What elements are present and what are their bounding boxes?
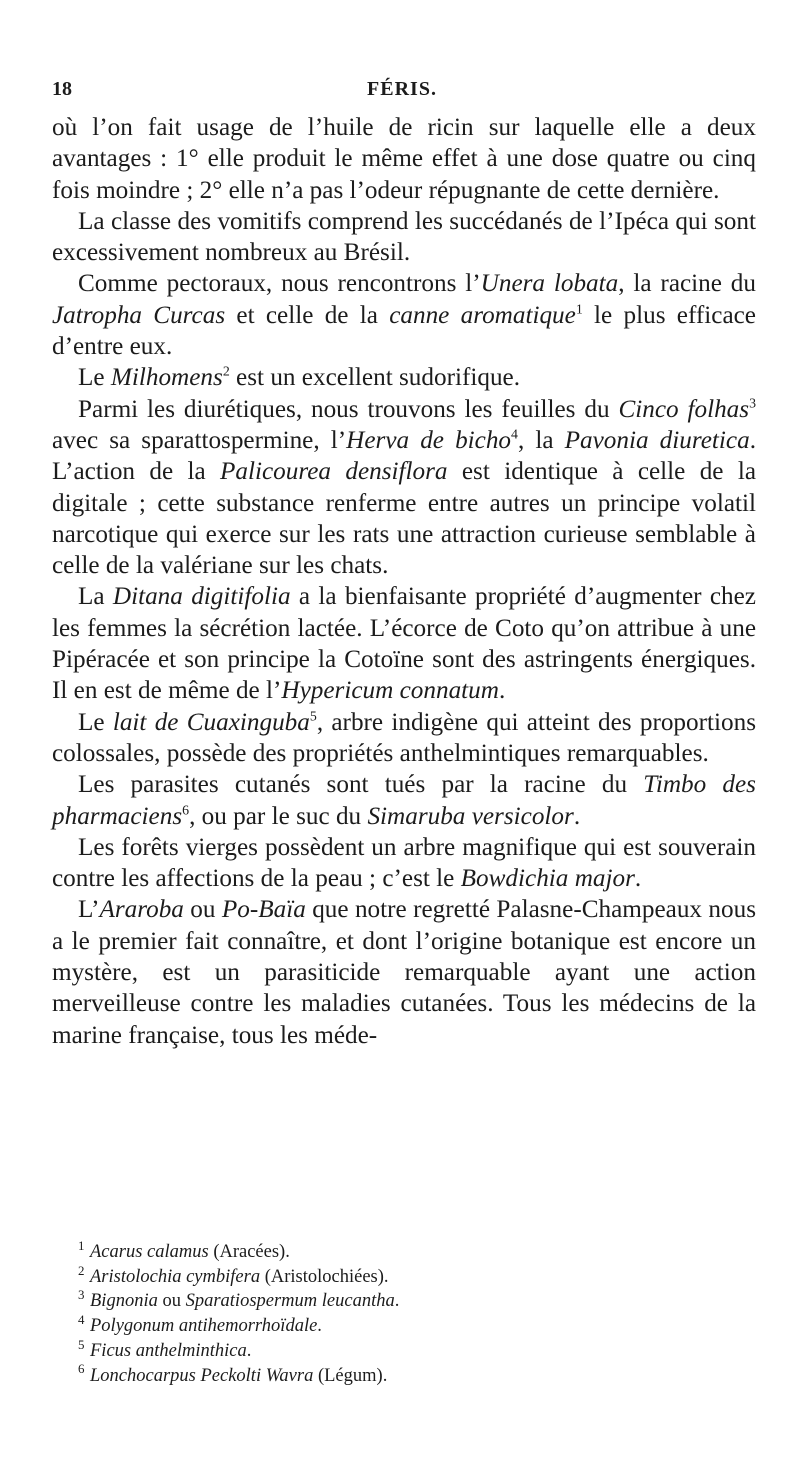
italic-term: Timbo des pharmaciens	[52, 771, 756, 830]
text-run: Comme pectoraux, nous rencontrons l’	[78, 270, 481, 298]
footnote-name: Ficus anthelminthica	[90, 1340, 247, 1361]
footnote-name: Acarus calamus	[90, 1242, 209, 1262]
italic-term: Ditana digitifolia	[112, 583, 291, 611]
text-run: , ou par le suc du	[189, 802, 368, 830]
text-run: Le	[78, 364, 111, 392]
paragraph	[52, 769, 756, 832]
text-run: est identique à celle de la digitale ; cette substance renferme entre autres un principe volatil narcotique qui exerce sur les rats une attraction curieuse semblable à celle de la valériane sur les chats.	[52, 458, 757, 580]
italic-term: Jatropha Curcas	[52, 301, 226, 329]
running-head: FÉRIS.	[367, 78, 437, 100]
paragraph	[52, 362, 756, 393]
page-header	[52, 78, 752, 104]
italic-term: Herva de bicho	[346, 426, 512, 454]
footnote-ref: 4	[511, 426, 518, 442]
paragraph	[52, 394, 756, 582]
italic-term: canne aromatique	[389, 301, 576, 329]
footnote-text: (Aracées).	[208, 1242, 290, 1262]
text-run: Parmi les diurétiques, nous trouvons les feuilles du	[78, 395, 619, 423]
footnote-ref: 2	[222, 363, 230, 379]
text-run: , la	[517, 426, 565, 454]
text-run: L’	[78, 896, 100, 924]
footnote-ref: 1	[575, 301, 583, 317]
text-run: , la racine du	[618, 270, 756, 298]
italic-term: Pavonia diuretica	[564, 426, 750, 454]
footnote-text: .	[317, 1316, 322, 1337]
paragraph	[52, 832, 756, 895]
footnote-name: Polygonum antihemorrhoïdale	[90, 1316, 318, 1337]
text-run: Le	[78, 708, 113, 736]
footnote-text: .	[394, 1291, 400, 1312]
paragraph	[52, 112, 756, 206]
footnote-text: ou	[157, 1291, 186, 1312]
text-run: .	[498, 677, 506, 705]
italic-term: Milhomens	[110, 364, 223, 392]
footnote-name: Lonchocarpus Peckolti Wavra	[90, 1365, 314, 1386]
footnote: 6 Lonchocarpus Peckolti Wavra (Légum).	[78, 1361, 388, 1386]
footnote-name: Bignonia	[90, 1291, 158, 1312]
text-run: .	[573, 802, 581, 830]
italic-term: Po-Baïa	[221, 896, 306, 924]
footnote-text: .	[246, 1340, 252, 1361]
text-run: ou	[183, 896, 222, 924]
text-run: le plus efficace d’entre eux.	[52, 301, 756, 361]
page-number: 18	[52, 78, 72, 100]
text-run: où l’on fait usage de l’huile de ricin sur laquelle elle a deux avantages : 1° elle produit le même effet à une dose quatre ou cinq fois moindre ; 2° elle n’a pas l’odeur répugnante de cette dernière.	[52, 114, 756, 204]
italic-term: Unera lobata	[480, 270, 619, 298]
italic-term: Bowdichia major	[460, 865, 635, 893]
footnote-text: (Aristolochiées).	[260, 1266, 389, 1287]
paragraph	[52, 707, 756, 770]
italic-term: Palicourea densiflora	[220, 458, 448, 486]
text-run: Les parasites cutanés sont tués par la racine du	[78, 771, 644, 799]
footnote: 2 Aristolochia cymbifera (Aristolochiées).	[78, 1262, 389, 1287]
footnote-name: Sparatiospermum leucantha	[185, 1291, 395, 1312]
footnote: 4 Polygonum antihemorrhoïdale.	[78, 1311, 322, 1337]
text-run: est un excellent sudorifique.	[229, 364, 521, 392]
italic-term: Araroba	[99, 896, 184, 924]
text-run: La	[78, 583, 113, 611]
footnote: 5 Ficus anthelminthica.	[78, 1336, 252, 1361]
footnote-text: (Légum).	[313, 1365, 388, 1386]
footnote: 3 Bignonia ou Sparatiospermum leucantha.	[78, 1287, 400, 1312]
footnote-ref: 3	[749, 395, 756, 411]
italic-term: lait de Cuaxinguba	[112, 708, 310, 736]
footnote: 1 Acarus calamus (Aracées).	[78, 1237, 290, 1262]
text-run: . L’action de la	[52, 426, 756, 486]
italic-term: Cinco folhas	[618, 395, 750, 423]
italic-term: Hypericum connatum	[281, 677, 499, 705]
footnote-ref: 5	[309, 708, 317, 724]
text-run: La classe des vomitifs comprend les succédanés de l’Ipéca qui sont excessivement nombreux au Brésil.	[52, 207, 756, 267]
text-run: que notre regretté Palasne-Champeaux nous a le premier fait connaître, et dont l’origine botanique est encore un mystère, est un parasiticide remarquable ayant une action merveilleuse contre les maladies cutanées. Tous les médecins de la marine française, tous les méde-	[52, 896, 756, 1049]
footnote-name: Aristolochia cymbifera	[90, 1266, 261, 1287]
footnote-ref: 6	[182, 802, 190, 818]
text-run: .	[634, 865, 642, 893]
footnotes	[78, 1237, 738, 1388]
text-run: Les forêts vierges possèdent un arbre magnifique qui est souverain contre les affections de la peau ; c’est le	[52, 833, 756, 893]
italic-term: Simaruba versicolor	[367, 802, 574, 830]
paragraph	[52, 268, 756, 362]
text-run: , arbre indigène qui atteint des proportions colossales, possède des propriétés anthelmintiques remarquables.	[52, 708, 756, 767]
paragraph	[52, 206, 756, 269]
text-run: avec sa sparattospermine, l’	[52, 426, 347, 454]
body-text	[52, 112, 756, 1051]
paragraph	[52, 894, 756, 1050]
paragraph	[52, 581, 756, 706]
text-run: et celle de la	[225, 301, 390, 329]
text-run: a la bienfaisante propriété d’augmenter chez les femmes la sécrétion lactée. L’écorce de Coto qu’on attribue à une Pipéracée et son principe la Cotoïne sont des astringents énergiques. Il en est de même de l’	[52, 583, 756, 705]
